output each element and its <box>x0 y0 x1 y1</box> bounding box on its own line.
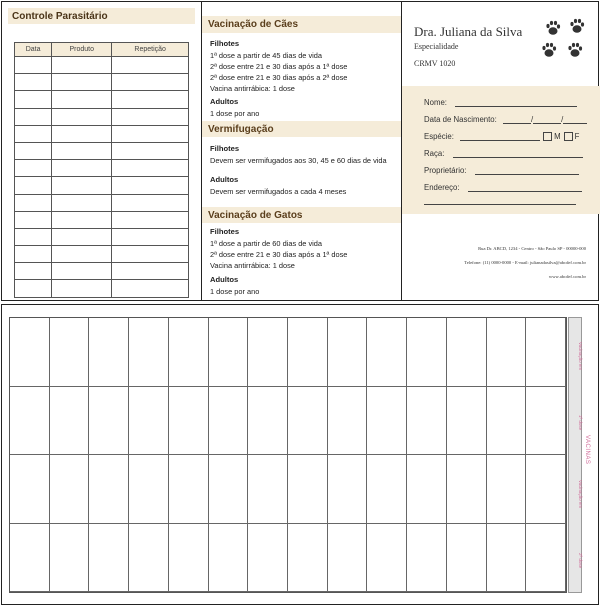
parasite-row <box>15 160 189 177</box>
contact-address: Rua Dr. ABCD, 1234 - Centro - São Paulo SP - 00000-000 <box>478 246 586 251</box>
vaccine-cell[interactable] <box>50 318 90 387</box>
vaccines-side-label: VACINAS <box>584 435 590 465</box>
deworm-puppies-label: Filhotes <box>210 144 240 153</box>
vaccine-cell[interactable] <box>169 318 209 387</box>
vaccine-cell[interactable] <box>328 455 368 524</box>
vaccine-cell[interactable] <box>248 455 288 524</box>
parasite-row <box>15 142 189 159</box>
contact-phone: Telefone: (11) 0000-0000 - E-mail: julianadasilva@abcdef.com.br <box>464 260 586 265</box>
cats-adults-label: Adultos <box>210 275 239 284</box>
parasite-cell[interactable] <box>52 228 112 245</box>
vaccine-cell[interactable] <box>50 455 90 524</box>
vaccine-cell[interactable] <box>526 455 566 524</box>
parasite-cell[interactable] <box>112 160 189 177</box>
cats-line-2: 2ª dose entre 21 e 30 dias após a 1ª dose <box>210 250 348 259</box>
vaccine-cell[interactable] <box>367 387 407 456</box>
parasite-cell[interactable] <box>52 125 112 142</box>
dogs-adults <box>210 96 393 119</box>
doctor-specialty: Especialidade <box>414 42 459 51</box>
dogs-adults-label: Adultos <box>210 97 239 106</box>
paw-prints-icon <box>540 18 590 64</box>
contact-site: www.abcdef.com.br <box>548 274 586 279</box>
vaccine-cell[interactable] <box>248 387 288 456</box>
parasite-cell[interactable] <box>15 194 52 211</box>
vaccine-cell[interactable] <box>129 455 169 524</box>
parasite-cell[interactable] <box>15 160 52 177</box>
deworm-puppies <box>210 143 393 166</box>
vaccine-cell[interactable] <box>129 318 169 387</box>
vaccine-cell[interactable] <box>526 524 566 593</box>
parasite-cell[interactable] <box>112 91 189 108</box>
vaccine-cell[interactable] <box>328 387 368 456</box>
parasite-cell[interactable] <box>15 91 52 108</box>
parasite-cell[interactable] <box>52 246 112 263</box>
cats-line-1: 1ª dose a partir de 60 dias de vida <box>210 239 323 248</box>
parasite-cell[interactable] <box>112 263 189 280</box>
dogs-line-3: 2ª dose entre 21 e 30 dias após a 2ª dose <box>210 73 348 82</box>
dogs-line-2: 2ª dose entre 21 e 30 dias após a 1ª dose <box>210 62 348 71</box>
form-name-label: Nome: <box>424 98 447 107</box>
vaccine-cell[interactable] <box>447 455 487 524</box>
parasite-row <box>15 211 189 228</box>
form-address-row[interactable] <box>424 183 582 192</box>
dogs-title: Vacinação de Cães <box>202 16 401 33</box>
vaccine-cell[interactable] <box>169 387 209 456</box>
parasite-cell[interactable] <box>112 246 189 263</box>
vaccine-cell[interactable] <box>10 318 50 387</box>
parasite-row <box>15 91 189 108</box>
parasite-row <box>15 74 189 91</box>
vaccine-cell[interactable] <box>487 524 527 593</box>
deworm-title: Vermifugação <box>202 121 401 137</box>
vaccine-cell[interactable] <box>50 524 90 593</box>
parasite-cell[interactable] <box>15 57 52 74</box>
parasite-row <box>15 246 189 263</box>
vaccine-cell[interactable] <box>209 455 249 524</box>
strip-label-3: Vacinação em <box>578 479 583 509</box>
parasite-cell[interactable] <box>15 125 52 142</box>
col-date-header: Data <box>15 43 52 57</box>
vaccine-cell[interactable] <box>487 387 527 456</box>
parasite-row <box>15 177 189 194</box>
vaccine-grid <box>9 317 567 593</box>
form-m-label: M <box>554 132 561 141</box>
deworm-adults <box>210 174 393 197</box>
pet-form <box>402 86 600 214</box>
doctor-name: Dra. Juliana da Silva <box>414 24 523 39</box>
parasite-cell[interactable] <box>15 228 52 245</box>
parasite-cell[interactable] <box>112 228 189 245</box>
vaccine-cell[interactable] <box>129 387 169 456</box>
form-birth-row[interactable]: Data de Nascimento: / / <box>424 115 587 124</box>
parasite-row <box>15 125 189 142</box>
vaccine-cell[interactable] <box>447 387 487 456</box>
vaccine-cell[interactable] <box>288 387 328 456</box>
checkbox-male[interactable] <box>543 132 552 141</box>
cats-puppies <box>210 226 393 271</box>
parasite-cell[interactable] <box>112 280 189 297</box>
vaccine-cell[interactable] <box>526 318 566 387</box>
parasite-row <box>15 57 189 74</box>
parasite-cell[interactable] <box>15 108 52 125</box>
vaccine-cell[interactable] <box>447 524 487 593</box>
vaccine-cell[interactable] <box>288 455 328 524</box>
parasite-cell[interactable] <box>15 177 52 194</box>
vaccine-cell[interactable] <box>89 524 129 593</box>
parasite-cell[interactable] <box>112 108 189 125</box>
vaccine-cell[interactable] <box>328 524 368 593</box>
vaccination-info-panel <box>202 2 401 300</box>
dogs-line-1: 1ª dose a partir de 45 dias de vida <box>210 51 323 60</box>
vaccine-cell[interactable] <box>328 318 368 387</box>
strip-label-4: 2ª dose <box>578 553 583 569</box>
parasite-cell[interactable] <box>52 211 112 228</box>
vaccine-cell[interactable] <box>89 455 129 524</box>
parasite-cell[interactable] <box>112 57 189 74</box>
form-f-label: F <box>574 132 580 141</box>
vaccine-strip <box>568 317 582 593</box>
parasite-cell[interactable] <box>15 74 52 91</box>
col-repeat-header: Repetição <box>112 43 189 57</box>
cats-title: Vacinação de Gatos <box>202 207 401 223</box>
vaccine-cell[interactable] <box>10 524 50 593</box>
parasite-cell[interactable] <box>52 142 112 159</box>
form-address-label: Endereço: <box>424 183 460 192</box>
col-product-header: Produto <box>52 43 112 57</box>
cats-adults-line: 1 dose por ano <box>210 287 260 296</box>
card-inside <box>1 304 599 605</box>
vaccine-cell[interactable] <box>487 318 527 387</box>
vaccine-cell[interactable] <box>89 318 129 387</box>
form-owner-label: Proprietário: <box>424 166 467 175</box>
deworm-puppies-line: Devem ser vermifugados aos 30, 45 e 60 dias de vida <box>210 156 387 165</box>
form-address-line-2[interactable] <box>424 196 576 205</box>
vaccine-cell[interactable] <box>407 387 447 456</box>
parasite-row <box>15 263 189 280</box>
checkbox-female[interactable] <box>564 132 573 141</box>
vaccine-cell[interactable] <box>10 387 50 456</box>
vaccine-cell[interactable] <box>209 318 249 387</box>
parasite-cell[interactable] <box>15 142 52 159</box>
vaccine-cell[interactable] <box>89 387 129 456</box>
parasite-row <box>15 228 189 245</box>
vaccine-cell[interactable] <box>209 524 249 593</box>
form-breed-label: Raça: <box>424 149 445 158</box>
vaccine-cell[interactable] <box>10 455 50 524</box>
form-species-label: Espécie: <box>424 132 454 141</box>
parasite-cell[interactable] <box>112 74 189 91</box>
parasite-cell[interactable] <box>52 177 112 194</box>
vaccine-cell[interactable] <box>367 455 407 524</box>
dogs-puppies-label: Filhotes <box>210 39 240 48</box>
vaccine-cell[interactable] <box>169 524 209 593</box>
parasite-cell[interactable] <box>52 194 112 211</box>
strip-label-2: 1ª dose <box>578 415 583 431</box>
parasite-cell[interactable] <box>15 263 52 280</box>
vaccine-cell[interactable] <box>288 318 328 387</box>
parasite-cell[interactable] <box>15 246 52 263</box>
parasite-cell[interactable] <box>52 91 112 108</box>
parasite-row <box>15 108 189 125</box>
dogs-puppies <box>210 38 393 94</box>
parasite-cell[interactable] <box>52 108 112 125</box>
parasite-cell[interactable] <box>52 280 112 297</box>
parasite-row <box>15 194 189 211</box>
vaccine-cell[interactable] <box>407 524 447 593</box>
parasite-cell[interactable] <box>52 160 112 177</box>
parasite-row <box>15 280 189 297</box>
doctor-crmv: CRMV 1020 <box>414 59 456 68</box>
vaccine-cell[interactable] <box>248 524 288 593</box>
form-species-row[interactable] <box>424 132 579 141</box>
vaccine-cell[interactable] <box>129 524 169 593</box>
cover-panel <box>402 2 598 300</box>
vaccine-cell[interactable] <box>50 387 90 456</box>
vaccine-cell[interactable] <box>169 455 209 524</box>
parasite-cell[interactable] <box>52 57 112 74</box>
form-name-row[interactable] <box>424 98 577 107</box>
parasite-cell[interactable] <box>112 177 189 194</box>
dogs-adults-line: 1 dose por ano <box>210 109 260 118</box>
vaccine-cell[interactable] <box>367 524 407 593</box>
vaccine-cell[interactable] <box>407 318 447 387</box>
parasite-cell[interactable] <box>112 211 189 228</box>
cats-puppies-label: Filhotes <box>210 227 240 236</box>
parasite-cell[interactable] <box>112 142 189 159</box>
strip-label-1: Vacinação em <box>578 341 583 371</box>
parasite-table <box>14 42 189 298</box>
vaccine-cell[interactable] <box>288 524 328 593</box>
form-birth-label: Data de Nascimento: <box>424 115 497 124</box>
vaccine-cell[interactable] <box>526 387 566 456</box>
parasite-cell[interactable] <box>112 194 189 211</box>
parasite-cell[interactable] <box>52 74 112 91</box>
form-owner-row[interactable] <box>424 166 579 175</box>
vaccine-cell[interactable] <box>209 387 249 456</box>
parasite-cell[interactable] <box>15 211 52 228</box>
card-outside <box>1 1 599 301</box>
dogs-line-4: Vacina antirrábica: 1 dose <box>210 84 295 93</box>
parasite-title: Controle Parasitário <box>8 8 195 24</box>
cats-adults <box>210 274 393 297</box>
parasite-cell[interactable] <box>15 280 52 297</box>
vaccine-cell[interactable] <box>407 455 447 524</box>
vaccine-cell[interactable] <box>367 318 407 387</box>
cats-line-3: Vacina antirrábica: 1 dose <box>210 261 295 270</box>
vaccine-cell[interactable] <box>248 318 288 387</box>
deworm-adults-line: Devem ser vermifugados a cada 4 meses <box>210 187 347 196</box>
parasite-cell[interactable] <box>112 125 189 142</box>
vaccine-cell[interactable] <box>487 455 527 524</box>
parasite-panel <box>2 2 201 300</box>
vaccine-cell[interactable] <box>447 318 487 387</box>
form-breed-row[interactable] <box>424 149 583 158</box>
deworm-adults-label: Adultos <box>210 175 239 184</box>
parasite-cell[interactable] <box>52 263 112 280</box>
